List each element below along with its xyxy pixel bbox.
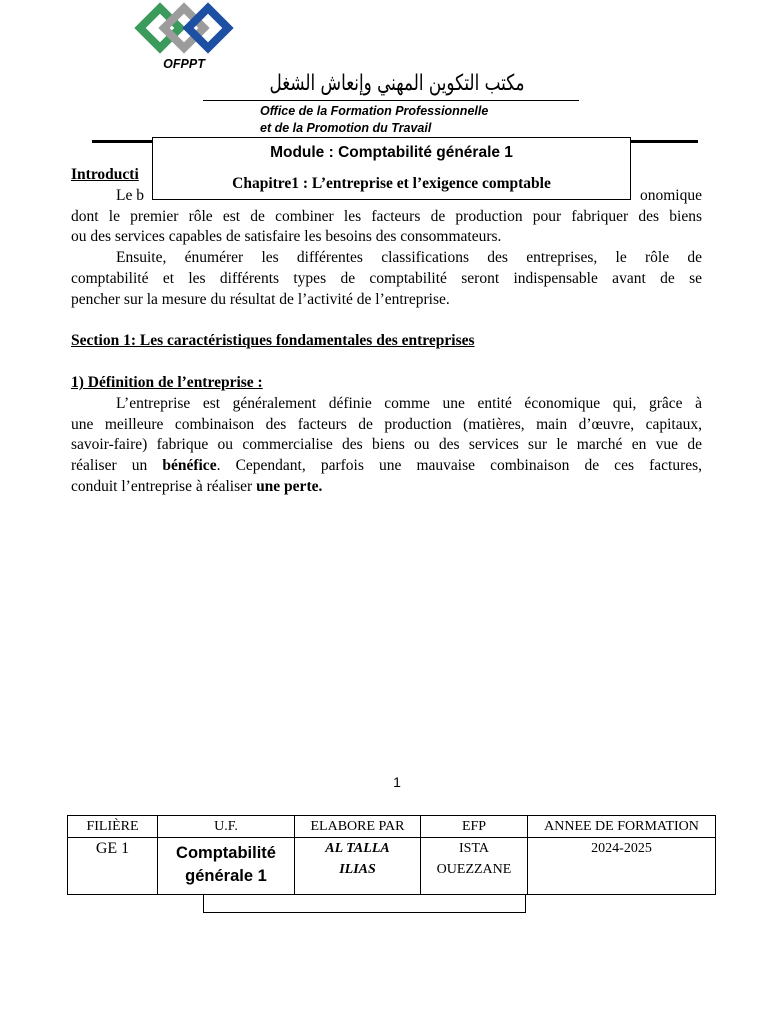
header-filiere: FILIÈRE [68, 816, 158, 838]
office-name-line1: Office de la Formation Professionnelle [260, 104, 489, 118]
table-header-row [68, 816, 716, 838]
footer-info-table [67, 815, 716, 895]
intro-para2-line: pencher sur la mesure du résultat de l’activité de l’entreprise. [71, 290, 450, 308]
definition-text: . Cependant, parfois une mauvaise combinaison de ces factures, [216, 457, 703, 475]
arabic-institution-name [262, 64, 532, 100]
intro-fragment-start: Le b [116, 186, 144, 204]
logo-text: OFPPT [163, 57, 205, 71]
definition-heading: 1) Définition de l’entreprise : [71, 373, 263, 391]
definition-text: conduit l’entreprise à réaliser [71, 477, 257, 495]
cell-annee: 2024-2025 [528, 838, 716, 895]
header-uf: U.F. [158, 816, 295, 838]
intro-para2-line: Ensuite, énumérer les différentes classifications des entreprises, le rôle de [116, 249, 702, 267]
definition-line [71, 477, 702, 498]
author-line: AL TALLA [325, 841, 390, 856]
definition-line: savoir-faire) fabrique ou commercialise des biens ou des services sur le marché en vue de [71, 436, 702, 454]
header-elabore-par: ELABORE PAR [295, 816, 421, 838]
keyword-benefice: bénéfice [162, 457, 217, 475]
keyword-perte: une perte. [256, 477, 323, 495]
definition-line: une meilleure combinaison des facteurs de production (matières, main d’œuvre, capitaux, [71, 415, 702, 433]
header-rule [203, 100, 579, 101]
intro-line: dont le premier rôle est de combiner les facteurs de production pour fabriquer des biens [71, 207, 702, 225]
office-name-line2: et de la Promotion du Travail [260, 121, 432, 135]
definition-line [71, 456, 702, 477]
intro-heading: Introducti [71, 166, 139, 183]
efp-line: OUEZZANE [436, 862, 512, 877]
footer-bracket-shape [203, 895, 526, 913]
chapter-title: Chapitre1 : L’entreprise et l’exigence comptable [232, 175, 551, 192]
header-annee: ANNEE DE FORMATION [528, 816, 716, 838]
definition-line: L’entreprise est généralement définie comme une entité économique qui, grâce à [116, 394, 702, 412]
definition-text: réaliser un [71, 457, 163, 475]
page-number: 1 [393, 774, 401, 790]
author-line: ILIAS [339, 862, 376, 877]
body-text [71, 165, 702, 498]
intro-fragment-end: onomique [640, 186, 702, 204]
ofppt-logo-icon [128, 0, 240, 58]
intro-line: ou des services capables de satisfaire les besoins des consommateurs. [71, 228, 502, 246]
section1-heading: Section 1: Les caractéristiques fondamentales des entreprises [71, 332, 475, 350]
arabic-name-text: مكتب التكوين المهني وإنعاش الشغل [269, 71, 525, 96]
header-efp: EFP [421, 816, 528, 838]
blank-line [71, 311, 702, 332]
blank-line [71, 352, 702, 373]
title-box [152, 137, 631, 200]
intro-para2-line: comptabilité et les différents types de comptabilité seront indispensable avant de se [71, 269, 702, 287]
efp-line: ISTA [459, 841, 489, 856]
table-row [68, 838, 716, 895]
cell-elabore-par [295, 838, 421, 895]
cell-efp [421, 838, 528, 895]
cell-uf: Comptabilité générale 1 [158, 838, 295, 895]
module-title: Module : Comptabilité générale 1 [270, 144, 513, 161]
cell-filiere: GE 1 [68, 838, 158, 895]
